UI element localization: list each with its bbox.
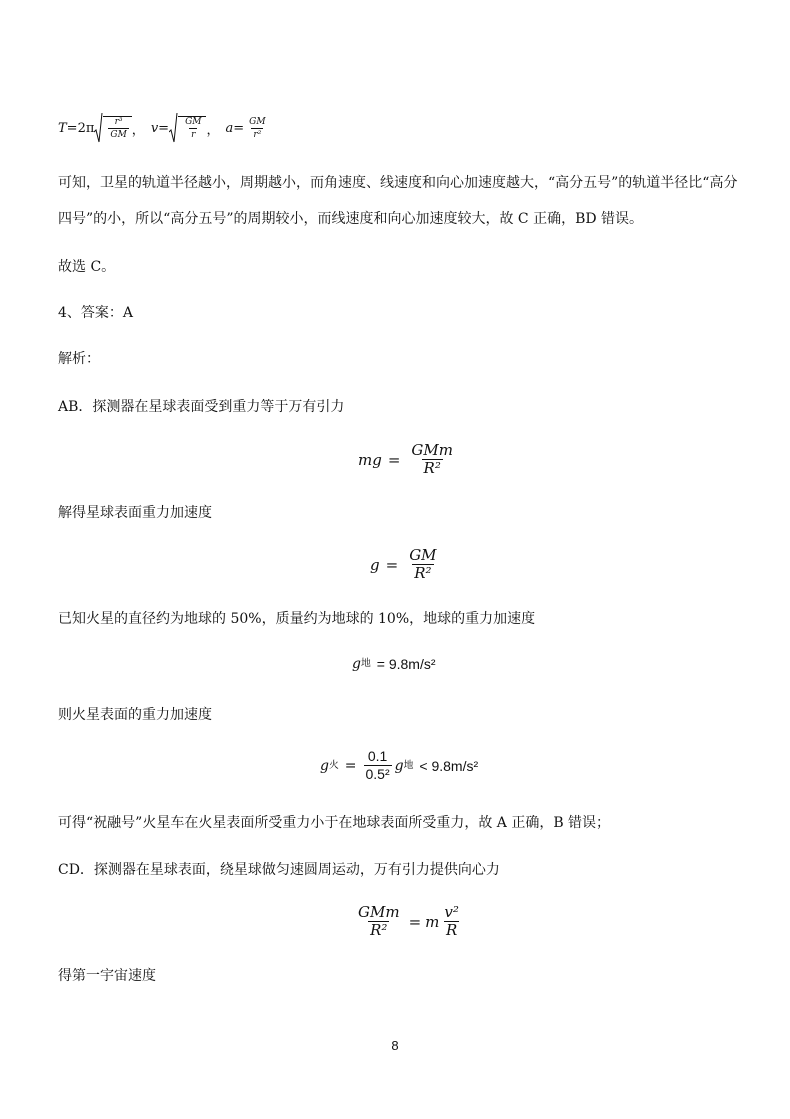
equals-sign: = xyxy=(344,757,357,774)
T-equals: =2π xyxy=(66,120,95,136)
fraction-numerator: 0.1 xyxy=(367,748,388,764)
T-symbol: T xyxy=(58,120,67,136)
fraction-denominator: R² xyxy=(423,459,441,477)
v-sqrt xyxy=(169,112,206,144)
fraction-numerator: GMm xyxy=(358,903,400,921)
equation-rhs: = 9.8m/s² xyxy=(376,656,436,672)
v-symbol: v xyxy=(150,120,159,136)
fraction-denominator: R xyxy=(445,921,458,939)
equation-rhs: < 9.8m/s² xyxy=(419,757,479,774)
paragraph-line: 四号”的小，所以“高分五号”的周期较小，而线速度和向心加速度较大，故 C 正确，BD 错误。 xyxy=(58,211,644,227)
v-equals: = xyxy=(158,120,170,136)
v-fraction-numerator: GM xyxy=(185,117,202,127)
v-fraction-denominator: r xyxy=(191,130,196,140)
answer-line: 4、答案：A xyxy=(58,305,134,321)
fraction-denominator: 0.5² xyxy=(365,766,390,782)
paragraph-line: 则火星表面的重力加速度 xyxy=(58,707,212,723)
analysis-label: 解析： xyxy=(58,351,100,367)
choice-statement: 故选 C。 xyxy=(58,259,116,275)
fraction-denominator: R² xyxy=(414,564,432,582)
equals-sign: = xyxy=(408,912,422,931)
mass-symbol: m xyxy=(425,912,440,931)
radical-sign-icon xyxy=(94,112,103,144)
equation-g-earth: g 地 = 9.8m/s² xyxy=(352,656,436,672)
paragraph-line: CD．探测器在星球表面，绕星球做匀速圆周运动，万有引力提供向心力 xyxy=(58,862,500,878)
equation-gravity xyxy=(358,443,458,476)
fraction-denominator: R² xyxy=(370,921,388,939)
g-symbol: g xyxy=(352,656,361,672)
equation-g xyxy=(370,548,442,581)
g-symbol: g xyxy=(394,757,404,774)
T-fraction-denominator: GM xyxy=(110,130,127,140)
paragraph-line: 可得“祝融号”火星车在火星表面所受重力小于在地球表面所受重力，故 A 正确，B 错误； xyxy=(58,815,611,831)
equation-lhs: g xyxy=(370,555,380,574)
page-number: 8 xyxy=(391,1038,399,1053)
paragraph-line: 解得星球表面重力加速度 xyxy=(58,505,212,521)
T-fraction-numerator: r³ xyxy=(114,117,123,127)
equals-sign: = xyxy=(385,555,399,574)
a-fraction-denominator: r² xyxy=(253,129,262,140)
a-equals: = xyxy=(233,120,245,136)
fraction-numerator: GMm xyxy=(411,441,453,459)
paragraph-line: 可知，卫星的轨道半径越小，周期越小，而角速度、线速度和向心加速度越大，“高分五号”的轨道半径比“高分 xyxy=(58,175,738,191)
paragraph-line: AB．探测器在星球表面受到重力等于万有引力 xyxy=(58,399,345,415)
g-symbol: g xyxy=(320,757,329,774)
paragraph-line: 已知火星的直径约为地球的 50%，质量约为地球的 10%，地球的重力加速度 xyxy=(58,611,536,627)
formula-line xyxy=(58,112,271,144)
separator: ， xyxy=(206,122,220,138)
paragraph-line: 得第一宇宙速度 xyxy=(58,968,156,984)
fraction-numerator: v² xyxy=(444,903,459,921)
T-sqrt xyxy=(94,112,131,144)
fraction-numerator: GM xyxy=(409,546,437,564)
equation-centripetal xyxy=(353,905,464,938)
equals-sign: = xyxy=(387,450,401,469)
a-symbol: a xyxy=(225,120,234,136)
equation-g-mars: g 火 = $\frac{0.1}{\text{0.5²}}$ g 地 < 9.8m/s² xyxy=(320,748,479,782)
equation-lhs: mg xyxy=(358,450,382,469)
separator: ， xyxy=(131,122,145,138)
a-fraction-numerator: GM xyxy=(249,116,266,127)
radical-sign-icon xyxy=(169,112,178,144)
